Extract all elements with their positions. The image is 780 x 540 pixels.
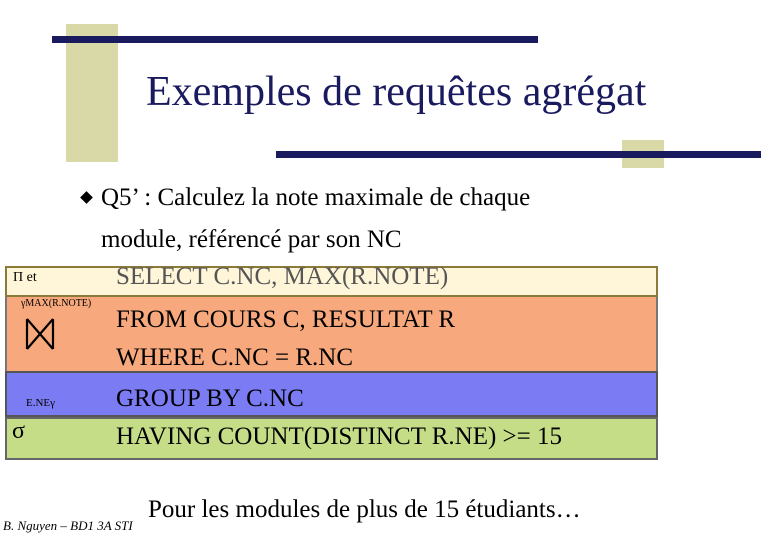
- sql-groupby-line: GROUP BY C.NC: [116, 385, 304, 412]
- sql-from-line: FROM COURS C, RESULTAT R: [116, 306, 456, 333]
- slide-footer: B. Nguyen – BD1 3A STI: [3, 518, 133, 533]
- bullet-q5: [82, 182, 530, 214]
- bullet-q5-continuation: module, référencé par son NC: [101, 226, 402, 253]
- bullet-diamond-icon: [80, 191, 93, 204]
- sql-where-line: WHERE C.NC = R.NC: [116, 344, 354, 371]
- slide-note: Pour les modules de plus de 15 étudiants…: [148, 496, 581, 523]
- sql-having-line: HAVING COUNT(DISTINCT R.NE) >= 15: [116, 423, 563, 450]
- sql-select-line: SELECT C.NC, MAX(R.NOTE): [116, 263, 449, 290]
- label-gamma-ne: E.NEγ: [26, 397, 55, 409]
- decor-bar-bottom: [276, 151, 761, 158]
- decor-bar-top: [52, 36, 538, 43]
- join-bowtie-icon: [24, 316, 56, 352]
- band-group-by: [5, 371, 658, 417]
- sigma-icon: σ: [12, 418, 25, 444]
- slide-title: Exemples de requêtes agrégat: [146, 69, 647, 115]
- bullet-q5-text: Q5’ : Calculez la note maximale de chaque: [101, 184, 531, 211]
- label-projection: Π et: [13, 270, 37, 285]
- label-gamma-max: γMAX(R.NOTE): [21, 298, 92, 309]
- decor-square-top-left: [66, 24, 118, 162]
